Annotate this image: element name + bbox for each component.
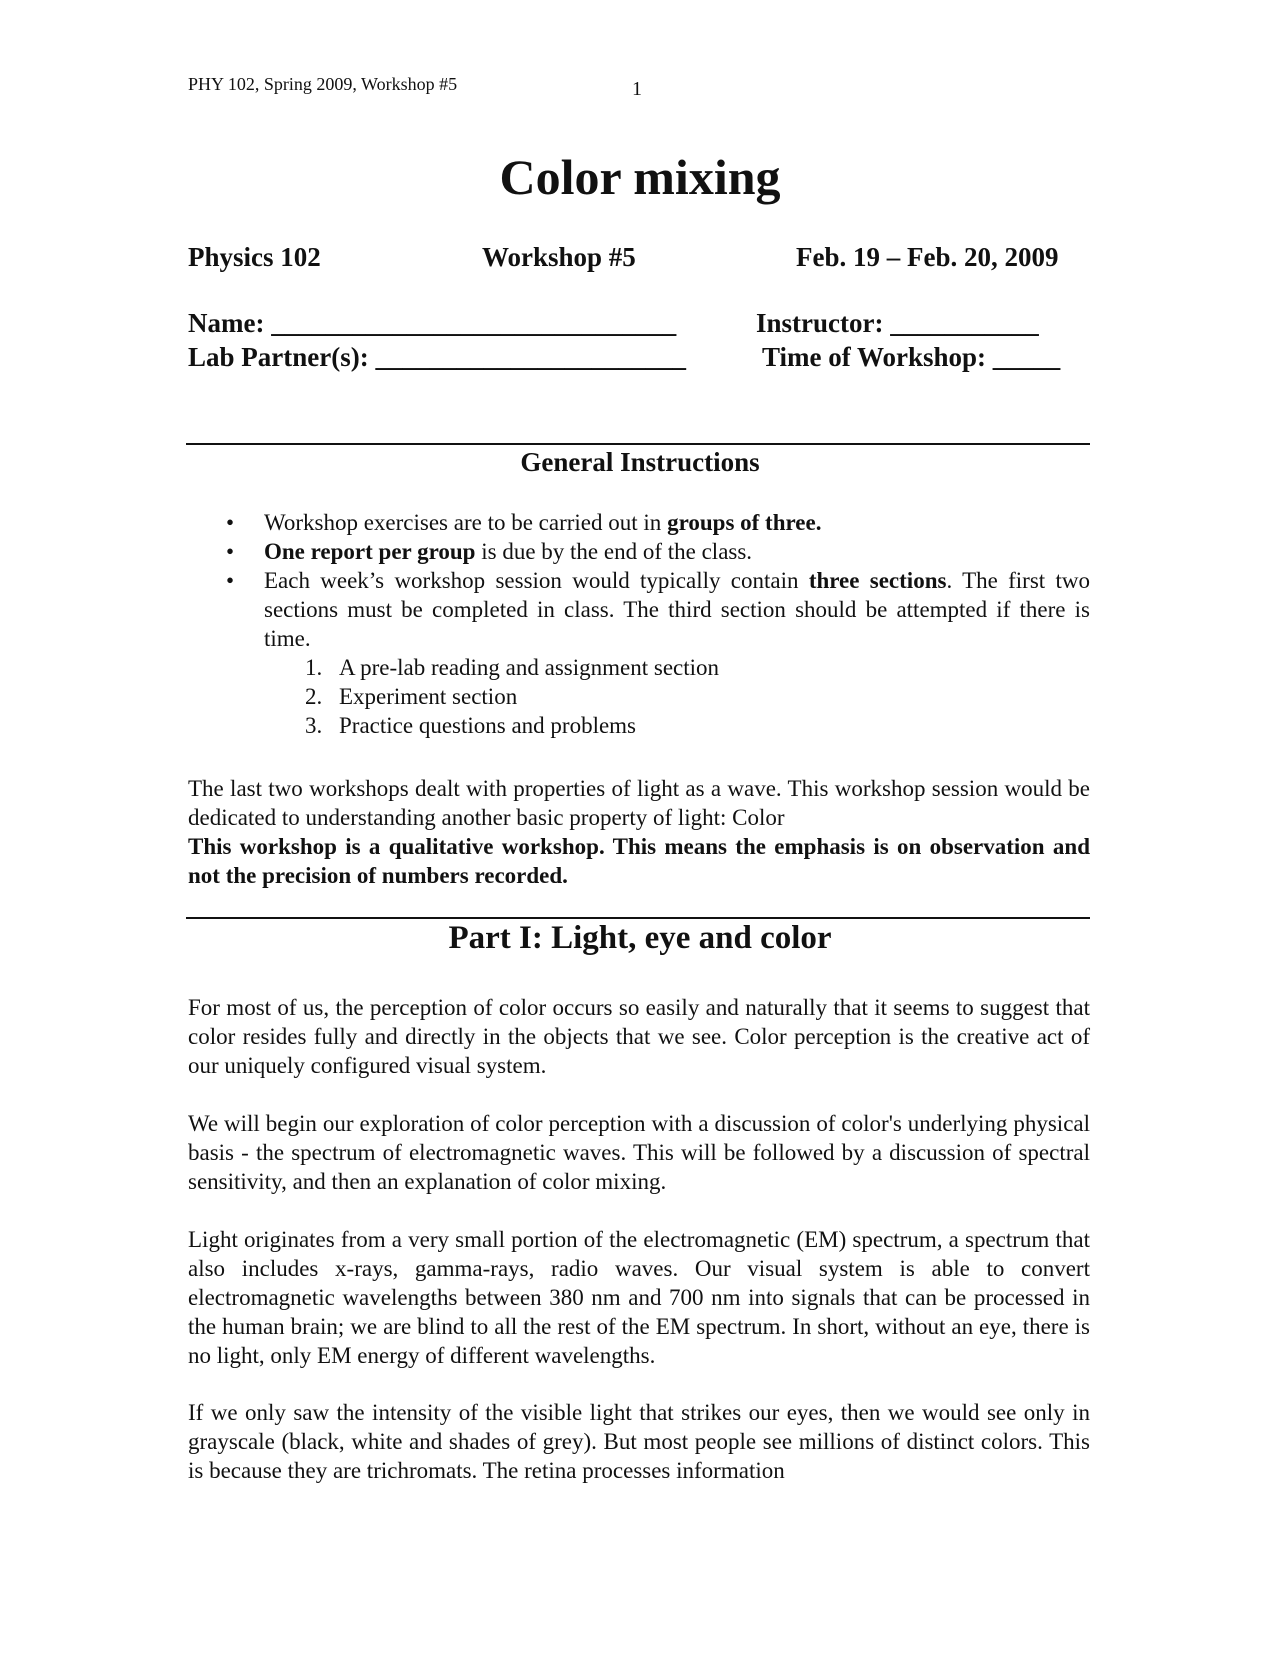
section-list-item: 1. A pre-lab reading and assignment section	[305, 655, 720, 680]
section-list-item: 3. Practice questions and problems	[305, 713, 637, 738]
qualitative-note: This workshop is a qualitative workshop. This means the emphasis is on observation and not the precision of numbers recorded.	[188, 834, 1090, 888]
lab-partners-field[interactable]: Lab Partner(s): _______________________	[188, 342, 686, 372]
workshop-time-field[interactable]: Time of Workshop: _____	[762, 342, 1061, 372]
part1-heading: Part I: Light, eye and color	[448, 920, 832, 956]
workshop-label: Workshop #5	[482, 242, 636, 272]
document-title: Color mixing	[499, 149, 781, 205]
part1-paragraph: We will begin our exploration of color perception with a discussion of color's underlying physical basis - the spectrum of electromagnetic waves. This will be followed by a discussion of spectral sensitivity, and then an explanation of color mixing.	[188, 1111, 1090, 1194]
date-range: Feb. 19 – Feb. 20, 2009	[796, 242, 1059, 272]
page-number: 1	[632, 78, 642, 100]
section-list	[264, 653, 1090, 740]
section-list-item: 2. Experiment section	[305, 684, 518, 709]
divider-part1	[186, 917, 1090, 919]
instruction-bullet: • Workshop exercises are to be carried out in groups of three.	[188, 508, 1090, 537]
part1-paragraph: If we only saw the intensity of the visible light that strikes our eyes, then we would see only in grayscale (black, white and shades of grey). But most people see millions of distinct colors. This is because they are trichromats. The retina processes information	[188, 1400, 1090, 1483]
running-header: PHY 102, Spring 2009, Workshop #5	[188, 74, 458, 94]
part1-paragraph: For most of us, the perception of color occurs so easily and naturally that it seems to suggest that color resides fully and directly in the objects that we see. Color perception is the creative act of our uniquely configured visual system.	[188, 995, 1090, 1078]
general-instructions-heading: General Instructions	[520, 447, 760, 477]
instructor-field[interactable]: Instructor: ___________	[756, 308, 1039, 338]
course-label: Physics 102	[188, 242, 321, 272]
instructions-list	[188, 508, 1090, 740]
instruction-bullet: • Each week’s workshop session would typically contain three sections. The first two sections must be completed in class. The third section should be attempted if there is time. 1. A pre-lab reading and assignment section 2. Experiment section 3. Practice questions and problems	[188, 566, 1090, 740]
part1-paragraph: Light originates from a very small portion of the electromagnetic (EM) spectrum, a spectrum that also includes x-rays, gamma-rays, radio waves. Our visual system is able to convert electromagnetic wavelengths between 380 nm and 700 nm into signals that can be processed in the human brain; we are blind to all the rest of the EM spectrum. In short, without an eye, there is no light, only EM energy of different wavelengths.	[188, 1227, 1090, 1368]
instruction-bullet: • One report per group is due by the end of the class.	[188, 537, 1090, 566]
divider-top	[186, 443, 1090, 445]
intro-paragraph: The last two workshops dealt with properties of light as a wave. This workshop session would be dedicated to understanding another basic property of light: Color	[188, 776, 1090, 830]
name-field[interactable]: Name: ______________________________	[188, 308, 677, 338]
